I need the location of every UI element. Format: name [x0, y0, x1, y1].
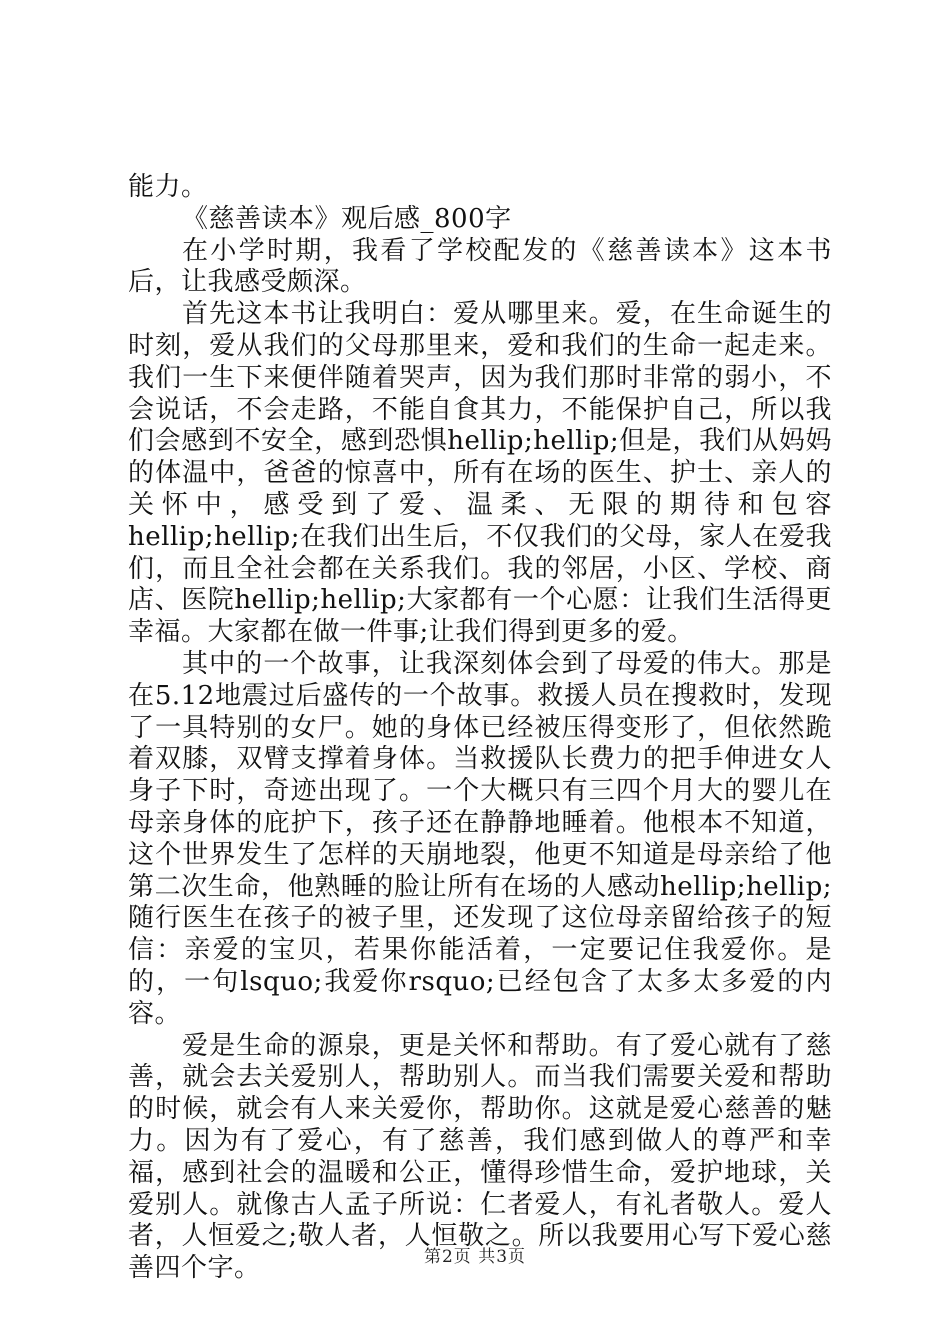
paragraph-earthquake-story: 其中的一个故事，让我深刻体会到了母爱的伟大。那是在5.12地震过后盛传的一个故事。救援人员在搜救时，发现了一具特别的女尸。她的身体已经被压得变形了，但依然跪着双膝，双臂支撑着身体。当救援队长费力的把手伸进女人身子下时，奇迹出现了。一个大概只有三四个月大的婴儿在母亲身体的庇护下，孩子还在静静地睡着。他根本不知道，这个世界发生了怎样的天崩地裂，他更不知道是母亲给了他第二次生命，他熟睡的脸让所有在场的人感动hellip;hellip;随行医生在孩子的被子里，还发现了这位母亲留给孩子的短信：亲爱的宝贝，若果你能活着，一定要记住我爱你。是的，一句lsquo;我爱你rsquo;已经包含了太多太多爱的内容。 [128, 648, 832, 1029]
paragraph-conclusion: 爱是生命的源泉，更是关怀和帮助。有了爱心就有了慈善，就会去关爱别人，帮助别人。而当我们需要关爱和帮助的时候，就会有人来关爱你，帮助你。这就是爱心慈善的魅力。因为有了爱心，有了慈善，我们感到做人的尊严和幸福，感到社会的温暖和公正，懂得珍惜生命，爱护地球，关爱别人。就像古人孟子所说：仁者爱人，有礼者敬人。爱人者，人恒爱之;敬人者，人恒敬之。所以我要用心写下爱心慈善四个字。 [128, 1030, 832, 1284]
paragraph-intro: 在小学时期，我看了学校配发的《慈善读本》这本书后，让我感受颇深。 [128, 235, 832, 298]
essay-heading: 《慈善读本》观后感_800字 [182, 203, 512, 234]
document-body [128, 172, 832, 1285]
page-footer: 第2页 共3页 [423, 1247, 527, 1267]
lead-line: 能力。 [128, 172, 208, 202]
paragraph-origin-of-love: 首先这本书让我明白：爱从哪里来。爱，在生命诞生的时刻，爱从我们的父母那里来，爱和我们的生命一起走来。我们一生下来便伴随着哭声，因为我们那时非常的弱小，不会说话，不会走路，不能自食其力，不能保护自己，所以我们会感到不安全，感到恐惧hellip;hellip;但是，我们从妈妈的体温中，爸爸的惊喜中，所有在场的医生、护士、亲人的关怀中，感受到了爱、温柔、无限的期待和包容hellip;hellip;在我们出生后，不仅我们的父母，家人在爱我们，而且全社会都在关系我们。我的邻居，小区、学校、商店、医院hellip;hellip;大家都有一个心愿：让我们生活得更幸福。大家都在做一件事;让我们得到更多的爱。 [128, 299, 832, 648]
